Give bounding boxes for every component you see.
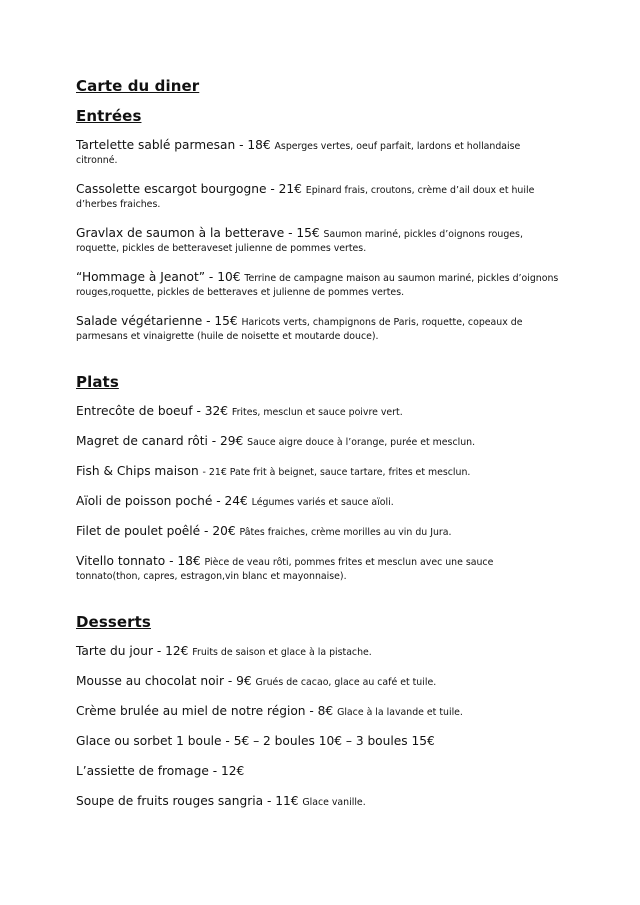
item-description: Glace vanille. [302,797,366,808]
item-description: Glace à la lavande et tuile. [337,707,463,718]
menu-item [76,551,566,585]
item-name: Fish & Chips maison [76,464,199,478]
item-description: - 21€ Pate frit à beignet, sauce tartare, frites et mesclun. [202,467,471,478]
section-plats [76,373,566,585]
item-name: “Hommage à Jeanot” - 10€ [76,270,241,284]
item-description: Légumes variés et sauce aïoli. [251,497,394,508]
item-name: Gravlax de saumon à la betterave - 15€ [76,226,320,240]
menu-item [76,761,566,781]
item-description: Haricots verts, champignons de Paris, roquette, copeaux de [241,317,523,328]
item-description-line2: rouges,roquette, pickles de betteraves et julienne de pommes vertes. [76,287,405,298]
item-name: Crème brulée au miel de notre région - 8€ [76,704,334,718]
item-name: Salade végétarienne - 15€ [76,314,238,328]
section-desserts [76,613,566,811]
item-description-line2: tonnato(thon, capres, estragon,vin blanc et mayonnaise). [76,571,347,582]
menu-item [76,311,566,345]
item-name: Glace ou sorbet 1 boule - 5€ – 2 boules 10€ – 3 boules 15€ [76,734,435,748]
section-entrees [76,107,566,345]
item-name: Aïoli de poisson poché - 24€ [76,494,248,508]
item-description-line2: parmesans et vinaigrette (huile de noisette et moutarde douce). [76,331,379,342]
menu-item [76,401,566,421]
item-name: Magret de canard rôti - 29€ [76,434,244,448]
menu-item [76,641,566,661]
section-heading: Desserts [76,613,151,631]
item-name: Entrecôte de boeuf - 32€ [76,404,228,418]
menu-item [76,791,566,811]
item-description-line2: d’herbes fraiches. [76,199,161,210]
item-description: Asperges vertes, oeuf parfait, lardons et hollandaise [274,141,521,152]
item-name: L’assiette de fromage - 12€ [76,764,245,778]
item-description: Frites, mesclun et sauce poivre vert. [231,407,403,418]
item-description-line2: citronné. [76,155,118,166]
menu-item [76,731,566,751]
item-description: Fruits de saison et glace à la pistache. [192,647,372,658]
menu-item [76,491,566,511]
menu-item [76,701,566,721]
item-description: Terrine de campagne maison au saumon mariné, pickles d’oignons [244,273,559,284]
menu-item [76,461,566,481]
item-description: Sauce aigre douce à l’orange, purée et mesclun. [247,437,476,448]
menu-title: Carte du diner [76,77,200,95]
menu-item [76,179,566,213]
item-description: Grués de cacao, glace au café et tuile. [255,677,437,688]
item-description-line2: roquette, pickles de betteraveset julienne de pommes vertes. [76,243,367,254]
menu-content [76,77,566,821]
item-name: Filet de poulet poêlé - 20€ [76,524,236,538]
item-name: Mousse au chocolat noir - 9€ [76,674,252,688]
menu-item [76,135,566,169]
menu-item [76,223,566,257]
item-name: Tartelette sablé parmesan - 18€ [76,138,271,152]
item-description: Epinard frais, croutons, crème d’ail doux et huile [305,185,535,196]
menu-item [76,671,566,691]
item-description: Saumon mariné, pickles d’oignons rouges, [323,229,523,240]
item-description: Pâtes fraiches, crème morilles au vin du Jura. [239,527,452,538]
menu-item [76,431,566,451]
section-heading: Entrées [76,107,142,125]
item-name: Vitello tonnato - 18€ [76,554,201,568]
section-heading: Plats [76,373,119,391]
item-name: Cassolette escargot bourgogne - 21€ [76,182,302,196]
item-name: Tarte du jour - 12€ [76,644,189,658]
menu-item [76,267,566,301]
item-name: Soupe de fruits rouges sangria - 11€ [76,794,299,808]
menu-item [76,521,566,541]
item-description: Pièce de veau rôti, pommes frites et mesclun avec une sauce [204,557,494,568]
